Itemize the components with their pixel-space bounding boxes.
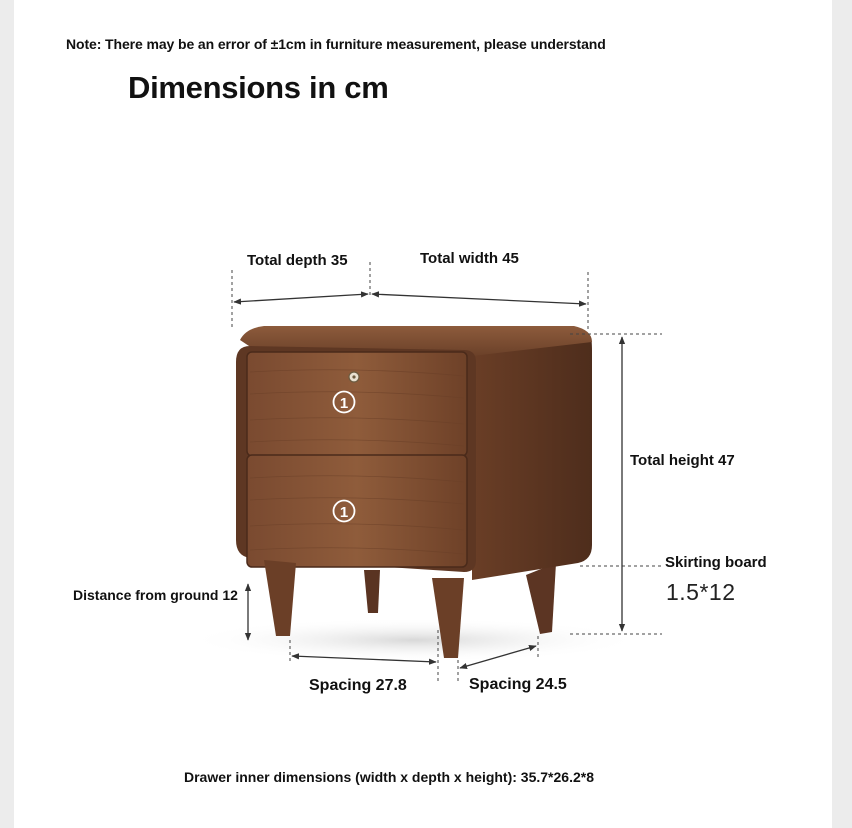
page-title: Dimensions in cm [128, 70, 389, 105]
skirting-board-label: Skirting board [665, 554, 767, 571]
ground-distance-label: Distance from ground 12 [73, 587, 238, 603]
drawer-bottom [247, 455, 467, 567]
total-height-label: Total height 47 [630, 452, 735, 469]
skirting-board-value: 1.5*12 [666, 579, 736, 605]
product-dimension-image [14, 0, 832, 828]
spacing-side-label: Spacing 24.5 [469, 676, 567, 693]
side-panel [472, 336, 592, 580]
floor-shadow [184, 618, 644, 662]
nightstand-diagram [14, 0, 832, 828]
spacing-front-label: Spacing 27.8 [309, 677, 407, 694]
drawer-marker-1: 1 [339, 395, 349, 412]
measurement-note: Note: There may be an error of ±1cm in furniture measurement, please understand [66, 36, 606, 52]
total-width-label: Total width 45 [420, 250, 519, 267]
drawer-inner-dimensions: Drawer inner dimensions (width x depth x height): 35.7*26.2*8 [184, 769, 594, 785]
drawer-marker-2: 1 [339, 504, 349, 521]
back-leg-left [364, 570, 380, 613]
total-depth-label: Total depth 35 [247, 252, 348, 269]
